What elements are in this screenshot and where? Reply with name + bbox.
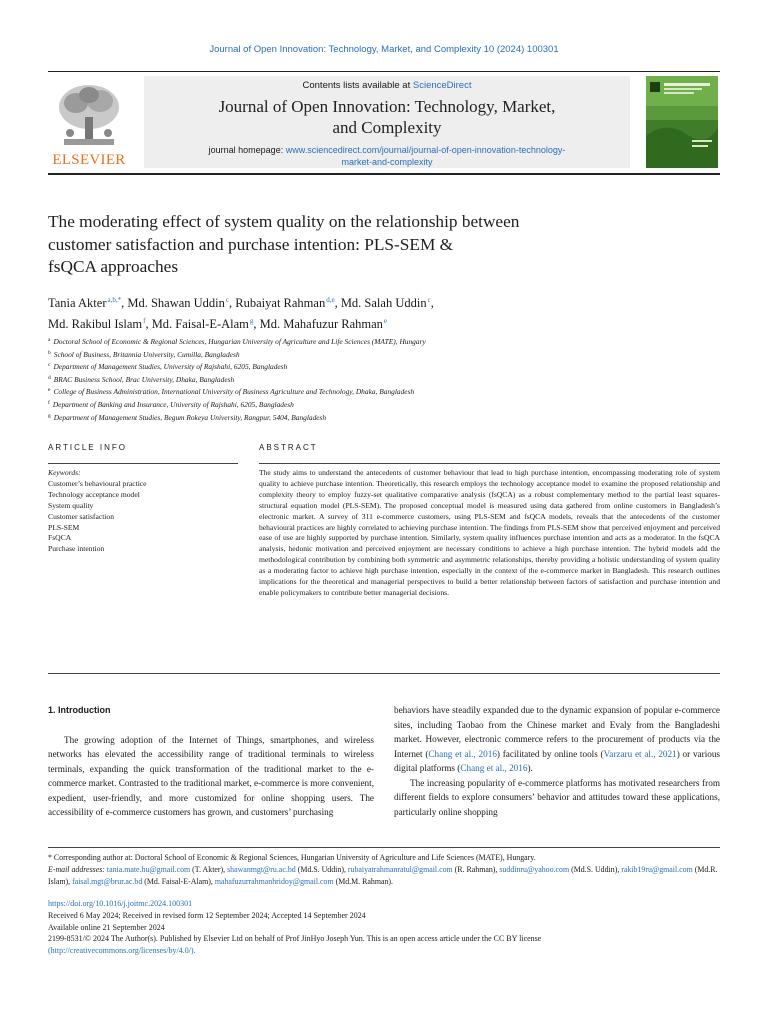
corresponding-author-note: * Corresponding author at: Doctoral School of Economic & Regional Sciences, Hungarian University of Agriculture and Life Sciences (MATE), Hungary. (48, 853, 536, 862)
affiliation-item (48, 411, 720, 424)
abstract-text: The study aims to understand the antecedents of customer behaviour that lead to high purchase intention, encompassing moderating role of system quality to achieve purchase intention. Theoretically, this research employs the technology acceptance model to examine the proposed relationship and complexity theory to employ fuzzy-set qualitative comparative analysis (fsQCA) as a robust complementary method to the partial least squares-structural equation model (PLS-SEM). The proposed conceptual model is measured using data gathered from online customers in Bangladesh’s electronic market. A survey of 311 e-commerce customers, using PLS-SEM and fsQCA models, reveals that the antecedents of the customer behavioural practices are highly correlated to achieving purchase intention. The findings from PLS-SEM show that perceived enjoyment and perceived ease of use are highly supported by purchase intention. Similarly, system quality influences purchase intention and acts as a moderator. In the fsQCA analysis, hedonic motivation and perceived enjoyment are necessary conditions to achieve a high purchase intention. The hybrid models add the methodological contribution by combining both symmetric and asymmetric relationships, thereby providing a holistic understanding of system quality as a moderating factor to achieve high purchase intention, especially in the context of the e-commerce market in Bangladesh. This research outlines implications for the theoretical and managerial perspectives to build a better relationship between factors of satisfaction and purchase intention and enable policymakers to contribute better managerial decisions. (259, 468, 720, 597)
email-owner: (Md.M. Rahman). (333, 877, 394, 886)
abstract-rule (259, 463, 720, 464)
email-owner: (Md.S. Uddin), (295, 865, 348, 874)
keyword-item: PLS-SEM (48, 522, 80, 532)
email-owner: (Md.S. Uddin), (569, 865, 622, 874)
body-right-column (394, 703, 720, 819)
article-info-rule (48, 463, 238, 464)
affiliation-text: Doctoral School of Economic & Regional Sciences, Hungarian University of Agriculture and Life Sciences (MATE), Hungary (53, 337, 426, 346)
author-name[interactable]: Md. Salah Uddin (340, 296, 427, 310)
journal-cover-thumbnail[interactable] (646, 76, 718, 168)
article-title (48, 211, 608, 279)
author-name[interactable]: Md. Rakibul Islam (48, 317, 143, 331)
abstract-bottom-rule (48, 673, 720, 674)
affiliation-marker: a (48, 337, 51, 343)
journal-homepage (144, 144, 630, 168)
email-link[interactable]: suddinru@yahoo.com (499, 865, 570, 874)
email-owner: (Md.R. Islam), (48, 865, 718, 886)
affiliation-item (48, 335, 720, 348)
footnotes (48, 852, 720, 888)
affiliation-marker: b (48, 349, 51, 356)
affiliation-text: School of Business, Britannia University, Cumilla, Bangladesh (53, 349, 240, 359)
elsevier-wordmark: ELSEVIER (52, 152, 126, 168)
journal-masthead (144, 76, 630, 168)
keywords-block (48, 468, 238, 555)
journal-banner (48, 76, 720, 170)
affiliation-text: College of Business Administration, International University of Business Agriculture and Technology, Dhaka, Bangladesh (53, 387, 415, 397)
footnote-rule (48, 847, 720, 848)
homepage-link-cont[interactable]: market-and-complexity (341, 157, 433, 167)
body-paragraph (394, 703, 720, 776)
affiliation-text: Department of Management Studies, Begum Rokeya University, Rangpur, 5404, Bangladesh (53, 412, 327, 422)
author-name[interactable]: Rubaiyat Rahman (235, 296, 326, 310)
author-affil-ref[interactable]: c (427, 296, 431, 304)
keyword-item: FsQCA (48, 533, 72, 543)
cover-image-icon (646, 76, 718, 168)
journal-title-line1: Journal of Open Innovation: Technology, Market, (218, 97, 556, 116)
author-affil-ref[interactable]: g (249, 317, 254, 325)
author-affil-ref[interactable]: c (225, 296, 230, 304)
author-affil-ref[interactable]: d,e (326, 296, 335, 304)
affiliation-text: Department of Management Studies, University of Rajshahi, 6205, Bangladesh (53, 362, 288, 372)
affiliation-marker: c (48, 362, 51, 369)
elsevier-logo[interactable] (48, 79, 130, 169)
available-online: Available online 21 September 2024 (48, 922, 165, 932)
email-link[interactable]: shawanmgt@ru.ac.bd (227, 865, 296, 874)
body-paragraph: The growing adoption of the Internet of Things, smartphones, and wireless networks has elevated the accessibility range of traditional terminals to wireless terminals, expanding the quick transformation of the traditional market to the e-commerce market. Contrasted to the traditional market, e-commerce is more convenient, expedient, user-friendly, and more customized for online shopping users. The accessibility of e-commerce customers has grown, and customers’ purchasing (48, 734, 374, 817)
affiliation-item (48, 398, 720, 411)
contents-line (144, 80, 630, 91)
journal-title-line2: and Complexity (332, 118, 442, 137)
body-left-column (48, 703, 374, 820)
banner-rule (48, 173, 720, 175)
article-title-line2: customer satisfaction and purchase intention: PLS-SEM & (48, 234, 454, 254)
affiliation-text: Department of Banking and Insurance, University of Rajshahi, 6205, Bangladesh (52, 399, 294, 409)
affiliation-marker: f (48, 399, 50, 406)
section-heading: 1. Introduction (48, 705, 111, 715)
keyword-item: Customer satisfaction (48, 511, 115, 521)
article-info-heading: ARTICLE INFO (48, 443, 127, 452)
email-link[interactable]: faisal.mgt@brur.ac.bd (72, 877, 143, 886)
doi-link[interactable]: https://doi.org/10.1016/j.joitmc.2024.100301 (48, 899, 193, 908)
author-list: Tania Akter$^{a,b,*}$, Md. Shawan Uddin$^c$, Rubaiyat Rahman$^{d,e}$, Md. Salah Uddin$^c$, Md. Rakibul Islam$^f$, Md. Faisal-E-Alam$^g$, Md. Mahafuzur Rahman$^e$ (48, 296, 434, 331)
article-title-line1: The moderating effect of system quality on the relationship between (48, 212, 520, 231)
email-link[interactable]: tania.mate.hu@gmail.com (106, 865, 191, 874)
publication-meta (48, 898, 720, 957)
author-affil-ref[interactable]: f (143, 317, 146, 325)
keyword-item: Purchase intention (48, 544, 105, 554)
author-affil-ref[interactable]: e (383, 317, 387, 325)
license-statement: 2199-8531/© 2024 The Author(s). Published by Elsevier Ltd on behalf of Prof JinHyo Joseph Yun. This is an open access article under the CC BY license (48, 934, 542, 944)
citation-link[interactable]: Chang et al., 2016 (460, 763, 528, 773)
body-text: ) or various digital platforms ( (394, 748, 721, 773)
email-addresses (48, 864, 720, 888)
author-affil-ref[interactable]: a,b,* (107, 296, 122, 304)
author-name[interactable]: Md. Faisal-E-Alam (151, 317, 249, 331)
body-text: behaviors have steadily expanded due to the dynamic expansion of popular e-commerce sites, including Taobao from the Chinese market and Evaly from the Bangladeshi market. However, electronic commerce refers to the procurement of products via the Internet ( (394, 705, 720, 759)
affiliation-marker: d (48, 374, 51, 381)
author-name[interactable]: Md. Mahafuzur Rahman (259, 317, 383, 331)
email-label: E-mail addresses: (48, 865, 107, 874)
body-text: ) facilitated by online tools ( (496, 748, 604, 759)
contents-prefix: Contents lists available at (302, 80, 413, 91)
author-name[interactable]: Tania Akter (48, 296, 107, 310)
homepage-link[interactable]: www.sciencedirect.com/journal/journal-of-open-innovation-technology- (285, 145, 566, 155)
citation-link[interactable]: Chang et al., 2016 (428, 748, 497, 759)
license-link[interactable]: (http://creativecommons.org/licenses/by/4.0/). (48, 946, 196, 956)
email-owner: (T. Akter), (190, 865, 228, 874)
license-text (48, 933, 720, 957)
email-owner: (Md. Faisal-E-Alam), (142, 877, 215, 886)
affiliation-text: BRAC Business School, Brac University, Dhaka, Bangladesh (53, 374, 235, 384)
email-owner: (R. Rahman), (452, 865, 500, 874)
keyword-item: System quality (48, 500, 94, 510)
header-rule (48, 71, 720, 72)
affiliation-list (48, 335, 720, 423)
affiliation-item (48, 360, 720, 373)
keywords-label: Keywords: (48, 468, 81, 477)
affiliation-item (48, 373, 720, 386)
affiliation-marker: e (48, 387, 51, 394)
journal-citation[interactable]: Journal of Open Innovation: Technology, Market, and Complexity 10 (2024) 100301 (209, 44, 559, 55)
elsevier-tree-icon (54, 79, 124, 149)
citation-link[interactable]: Varzaru et al., 2021 (603, 748, 677, 759)
article-title-line3: fsQCA approaches (48, 257, 179, 276)
sciencedirect-link[interactable]: ScienceDirect (412, 80, 472, 91)
homepage-label: journal homepage: (208, 145, 286, 155)
email-link[interactable]: rakib19ru@gmail.com (621, 865, 693, 874)
abstract-heading: ABSTRACT (259, 443, 318, 452)
email-link[interactable]: rubaiyatrahmanratul@gmail.com (347, 865, 453, 874)
affiliation-item (48, 385, 720, 398)
affiliation-item (48, 348, 720, 361)
keyword-item: Technology acceptance model (48, 489, 140, 499)
received-dates: Received 6 May 2024; Received in revised form 12 September 2024; Accepted 14 September 2024 (48, 910, 366, 920)
body-text: ). (527, 763, 533, 773)
body-paragraph: The increasing popularity of e-commerce platforms has motivated researchers from different fields to explore consumers’ behavior and attitudes toward these applications, particularly online shopping (394, 777, 720, 817)
affiliation-marker: g (48, 412, 51, 419)
keyword-item: Customer’s behavioural practice (48, 478, 147, 488)
journal-title (144, 96, 630, 138)
email-link[interactable]: mahafuzurrahmanhridoy@gmail.com (214, 877, 334, 886)
author-name[interactable]: Md. Shawan Uddin (127, 296, 225, 310)
